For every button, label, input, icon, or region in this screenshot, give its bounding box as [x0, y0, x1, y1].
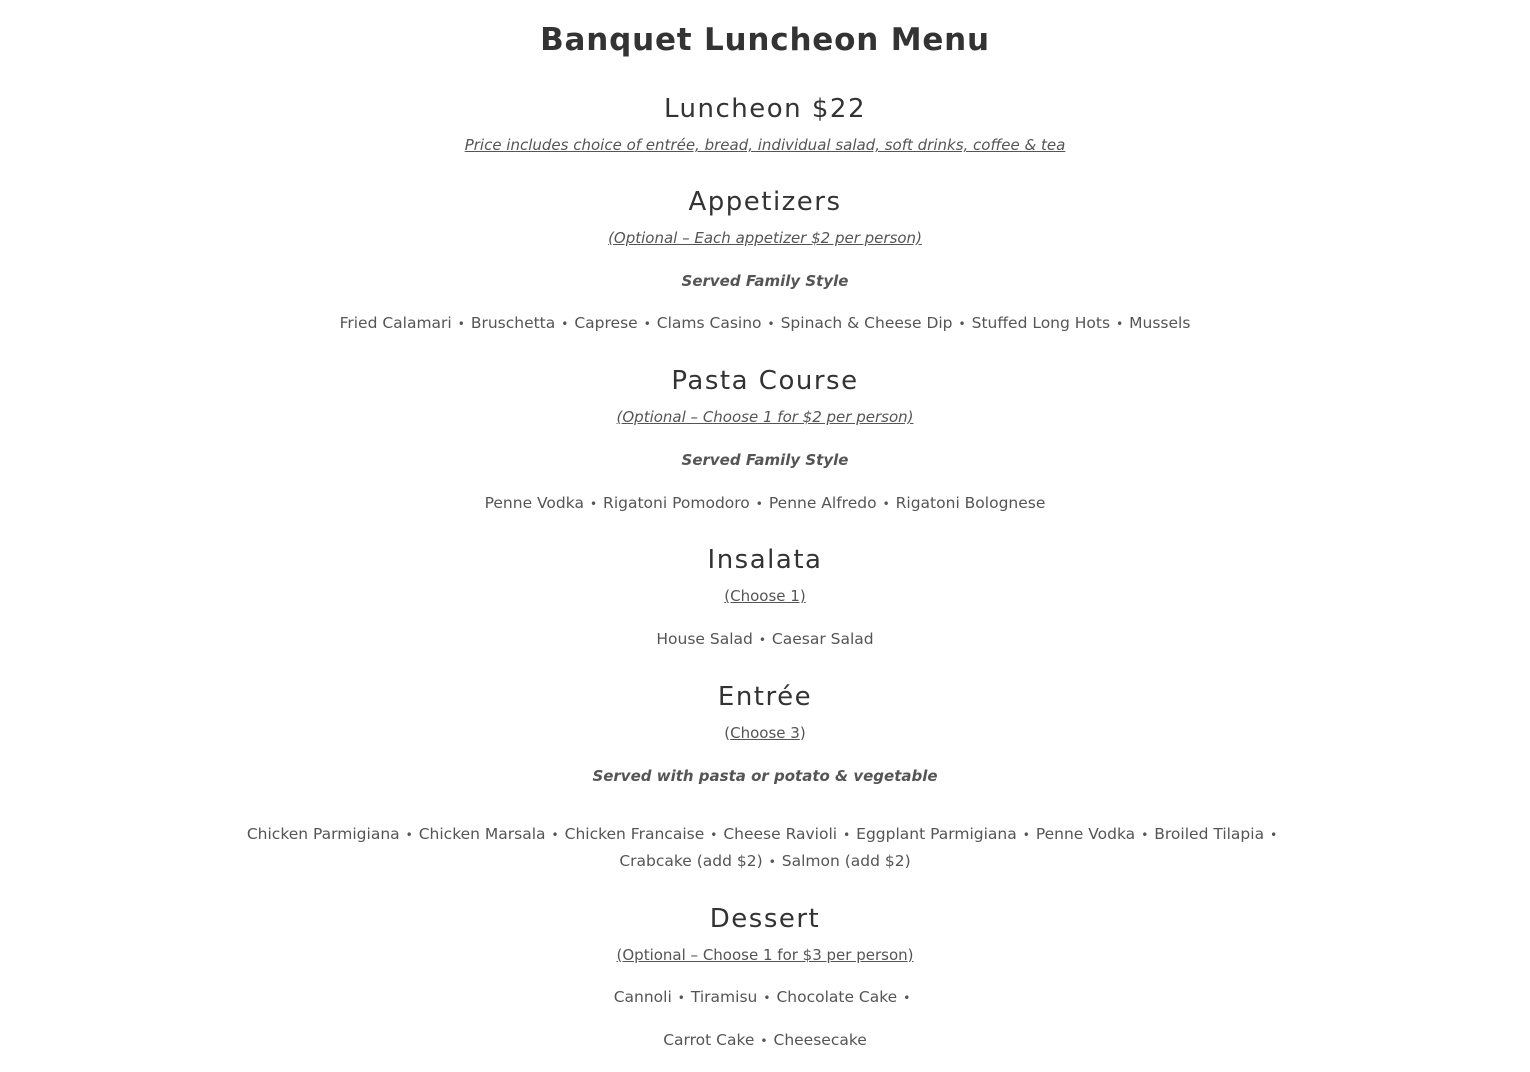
- menu-item: Stuffed Long Hots: [971, 314, 1111, 332]
- pasta-heading: Pasta Course: [671, 366, 859, 396]
- dessert-heading: Dessert: [709, 904, 821, 934]
- bullet-separator: •: [760, 1034, 768, 1048]
- entree-items-line-1: [0, 821, 1530, 849]
- menu-item: Chocolate Cake: [776, 988, 898, 1006]
- dessert-items-line-2: [0, 1027, 1530, 1055]
- luncheon-heading: Luncheon $22: [663, 94, 867, 124]
- bullet-separator: •: [677, 991, 685, 1005]
- insalata-items: [0, 626, 1530, 654]
- bullet-separator: •: [767, 317, 775, 331]
- menu-item: Chicken Parmigiana: [246, 825, 400, 843]
- dessert-note-text: (Optional – Choose 1 for $3 per person): [616, 946, 914, 964]
- entree-items-line-2: [0, 848, 1530, 876]
- bullet-separator: •: [551, 828, 559, 842]
- bullet-separator: •: [763, 991, 771, 1005]
- bullet-separator: •: [561, 317, 569, 331]
- appetizers-items: [0, 310, 1530, 338]
- entree-note-open: (: [724, 724, 731, 742]
- menu-item: Cannoli: [613, 988, 672, 1006]
- menu-item: Caesar Salad: [771, 630, 874, 648]
- entree-note-close: ): [799, 724, 806, 742]
- page-title: Banquet Luncheon Menu: [540, 22, 990, 58]
- bullet-separator: •: [589, 497, 598, 511]
- bullet-separator: •: [1116, 317, 1124, 331]
- dessert-note: [0, 944, 1530, 966]
- bullet-separator: •: [1141, 828, 1149, 842]
- bullet-separator: •: [643, 317, 651, 331]
- menu-item: Penne Vodka: [484, 494, 584, 512]
- pasta-note-text: (Optional – Choose 1 for $2 per person): [616, 408, 914, 426]
- menu-item: Chicken Francaise: [564, 825, 705, 843]
- luncheon-note: [0, 134, 1530, 156]
- bullet-separator: •: [755, 497, 763, 511]
- appetizers-serving-style: Served Family Style: [681, 272, 849, 290]
- menu-item: Carrot Cake: [663, 1031, 755, 1049]
- menu-item: Fried Calamari: [339, 314, 452, 332]
- dessert-items-line-1: [0, 984, 1530, 1012]
- pasta-serving-style: Served Family Style: [681, 451, 849, 469]
- bullet-separator: •: [768, 855, 776, 869]
- menu-item: Penne Vodka: [1035, 825, 1136, 843]
- menu-item: Salmon (add $2): [781, 852, 911, 870]
- menu-item: Chicken Marsala: [418, 825, 546, 843]
- menu-item: House Salad: [656, 630, 753, 648]
- bullet-separator: •: [843, 828, 851, 842]
- menu-item: Crabcake (add $2): [619, 852, 763, 870]
- menu-item: Clams Casino: [656, 314, 762, 332]
- menu-item: Tiramisu: [690, 988, 758, 1006]
- menu-item: Bruschetta: [470, 314, 556, 332]
- menu-item: Eggplant Parmigiana: [856, 825, 1017, 843]
- entree-note: [0, 722, 1530, 744]
- bullet-separator: •: [758, 633, 766, 647]
- appetizers-note: [0, 227, 1530, 249]
- bullet-separator: •: [903, 991, 911, 1005]
- entree-serving-style: Served with pasta or potato & vegetable: [592, 767, 938, 785]
- pasta-note: [0, 406, 1530, 428]
- menu-item: Caprese: [574, 314, 638, 332]
- menu-item: Penne Alfredo: [768, 494, 877, 512]
- entree-note-text: Choose 3: [730, 724, 800, 742]
- bullet-separator: •: [710, 828, 718, 842]
- bullet-separator: •: [882, 497, 890, 511]
- menu-item: Cheese Ravioli: [723, 825, 838, 843]
- appetizers-heading: Appetizers: [688, 187, 842, 217]
- menu-item: Rigatoni Pomodoro: [603, 494, 750, 512]
- entree-heading: Entrée: [717, 682, 813, 712]
- bullet-separator: •: [457, 317, 465, 331]
- insalata-note: [0, 585, 1530, 607]
- menu-item: Spinach & Cheese Dip: [780, 314, 953, 332]
- pasta-items: [0, 490, 1530, 518]
- appetizers-note-text: (Optional – Each appetizer $2 per person): [608, 229, 922, 247]
- luncheon-note-text: Price includes choice of entrée, bread, individual salad, soft drinks, coffee & tea: [464, 136, 1066, 154]
- bullet-separator: •: [405, 828, 413, 842]
- menu-item: Cheesecake: [773, 1031, 867, 1049]
- bullet-separator: •: [958, 317, 966, 331]
- insalata-note-text: (Choose 1): [724, 587, 806, 605]
- bullet-separator: •: [1270, 828, 1278, 842]
- insalata-heading: Insalata: [707, 545, 823, 575]
- bullet-separator: •: [1022, 828, 1030, 842]
- menu-item: Rigatoni Bolognese: [895, 494, 1046, 512]
- menu-item: Broiled Tilapia: [1154, 825, 1265, 843]
- menu-item: Mussels: [1129, 314, 1191, 332]
